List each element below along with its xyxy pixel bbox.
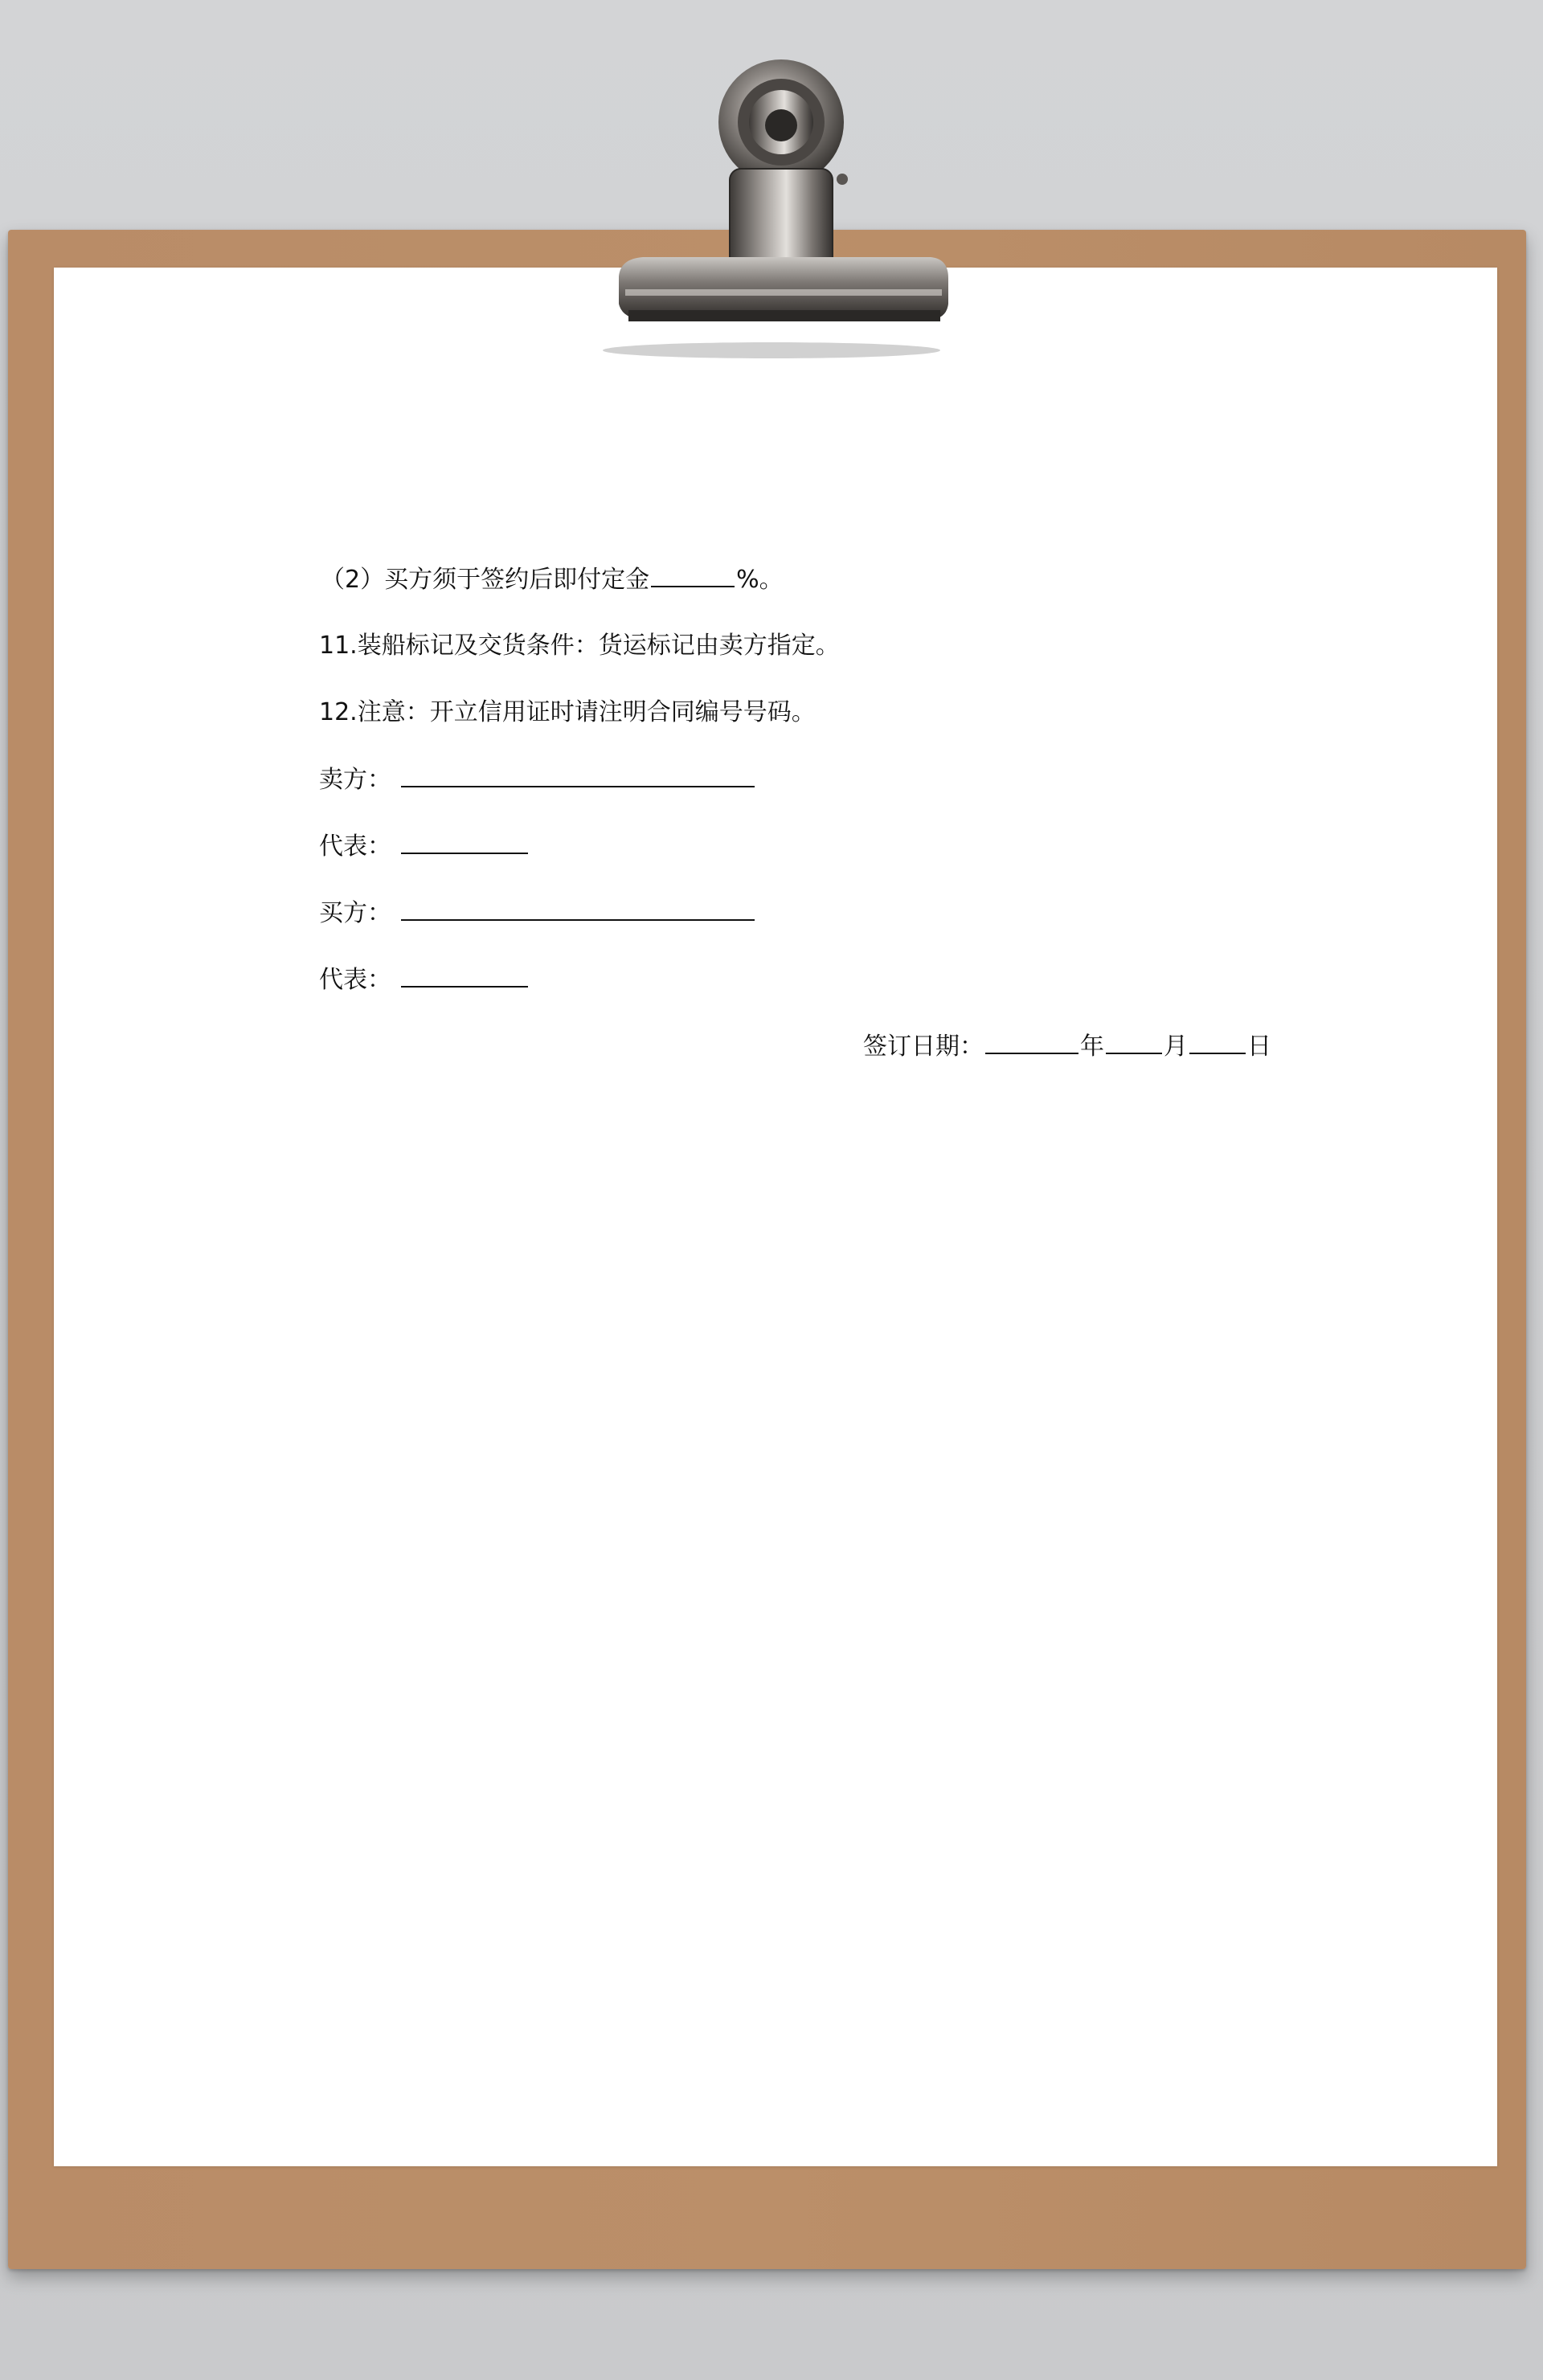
seller-line bbox=[319, 763, 756, 796]
month-label: 月 bbox=[1164, 1033, 1188, 1061]
shipping-marks-clause: 11.装船标记及交货条件：货运标记由卖方指定。 bbox=[319, 632, 840, 660]
buyer-label: 买方： bbox=[319, 899, 391, 927]
notice-clause: 12.注意：开立信用证时请注明合同编号号码。 bbox=[319, 698, 816, 726]
buyer-rep-label: 代表： bbox=[319, 966, 391, 994]
signing-date-line bbox=[863, 1030, 1271, 1063]
seller-label: 卖方： bbox=[319, 766, 391, 794]
buyer-name-blank[interactable] bbox=[401, 897, 755, 921]
buyer-rep-blank[interactable] bbox=[401, 963, 528, 988]
seller-name-blank[interactable] bbox=[401, 763, 755, 787]
year-label: 年 bbox=[1080, 1033, 1104, 1061]
day-label: 日 bbox=[1247, 1033, 1271, 1061]
binder-clip-icon bbox=[579, 48, 948, 362]
buyer-rep-line bbox=[319, 963, 530, 996]
deposit-percent-blank[interactable] bbox=[651, 563, 735, 587]
seller-rep-label: 代表： bbox=[319, 832, 391, 861]
seller-rep-line bbox=[319, 830, 530, 863]
seller-rep-blank[interactable] bbox=[401, 830, 528, 854]
deposit-clause bbox=[321, 563, 784, 596]
contract-page bbox=[54, 268, 1497, 2166]
day-blank[interactable] bbox=[1189, 1030, 1246, 1054]
buyer-line bbox=[319, 897, 756, 930]
deposit-clause-text: （2）买方须于签约后即付定金 bbox=[321, 566, 650, 594]
deposit-clause-suffix: %。 bbox=[736, 566, 784, 594]
signing-date-label: 签订日期： bbox=[863, 1033, 984, 1061]
month-blank[interactable] bbox=[1106, 1030, 1162, 1054]
year-blank[interactable] bbox=[985, 1030, 1078, 1054]
